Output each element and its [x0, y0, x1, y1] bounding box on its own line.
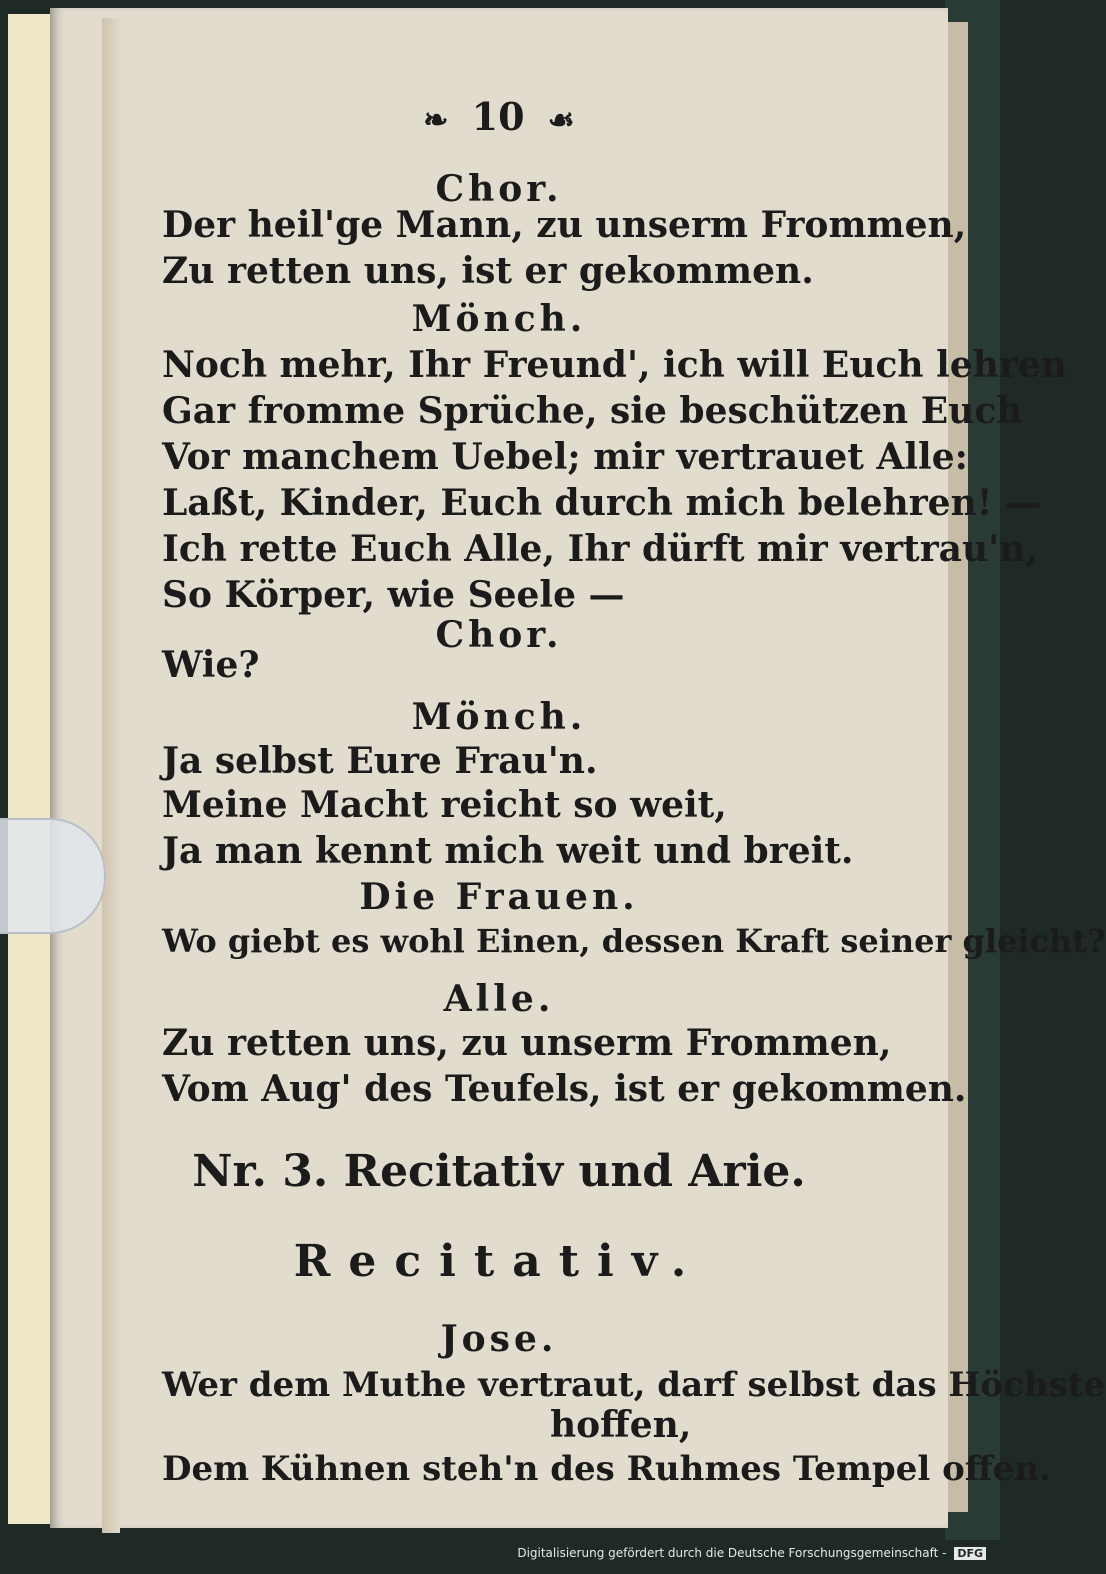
verse-line: Meine Macht reicht so weit, [162, 784, 727, 826]
footer-text: Digitalisierung gefördert durch die Deutsche Forschungsgemeinschaft - [517, 1546, 947, 1560]
verse-line: Wie? [162, 644, 260, 686]
verse-line: Ja selbst Eure Frau'n. [162, 740, 598, 782]
verse-line: Der heil'ge Mann, zu unserm Frommen, [162, 204, 967, 246]
verse-line: Wer dem Muthe vertraut, darf selbst das Höchste [162, 1365, 1106, 1405]
speaker-label: Chor. [435, 168, 563, 210]
section-heading: Nr. 3. Recitativ und Arie. [192, 1146, 806, 1197]
subsection-heading: Recitativ. [293, 1236, 705, 1287]
speaker-label: Die Frauen. [359, 876, 639, 918]
page-number-line [50, 94, 948, 139]
verse-line: Zu retten uns, zu unserm Frommen, [162, 1022, 892, 1064]
verse-line: Laßt, Kinder, Euch durch mich belehren! — [162, 482, 1042, 524]
verse-line: Zu retten uns, ist er gekommen. [162, 250, 814, 292]
verse-line: Dem Kühnen steh'n des Ruhmes Tempel offen. [162, 1449, 1051, 1489]
verse-line: Vom Aug' des Teufels, ist er gekommen. [162, 1068, 967, 1110]
speaker-label: Mönch. [411, 696, 587, 738]
speaker-label: Alle. [443, 978, 555, 1020]
verse-line: Gar fromme Sprüche, sie beschützen Euch [162, 390, 1023, 432]
verse-line: Wo giebt es wohl Einen, dessen Kraft seiner gleicht? [162, 922, 1106, 960]
verse-line: Ja man kennt mich weit und breit. [162, 830, 854, 872]
page-clip [0, 818, 106, 934]
book-page [50, 8, 1106, 1528]
dfg-logo: DFG [954, 1547, 986, 1560]
ornament-left-icon: ❧ [423, 103, 449, 138]
verse-line: Noch mehr, Ihr Freund', ich will Euch lehren [162, 344, 1067, 386]
ornament-right-icon: ☙ [547, 103, 575, 138]
speaker-label: Jose. [440, 1318, 558, 1360]
footer-credit [0, 1546, 986, 1560]
speaker-label: Mönch. [411, 298, 587, 340]
page-number: 10 [471, 94, 525, 139]
page-content [50, 8, 1106, 1528]
speaker-label: Chor. [435, 614, 563, 656]
verse-line: Vor manchem Uebel; mir vertrauet Alle: [162, 436, 968, 478]
verse-line: So Körper, wie Seele — [162, 574, 625, 616]
verse-line: Ich rette Euch Alle, Ihr dürft mir vertrau'n, [162, 528, 1038, 570]
verse-line-continuation: hoffen, [550, 1404, 692, 1446]
